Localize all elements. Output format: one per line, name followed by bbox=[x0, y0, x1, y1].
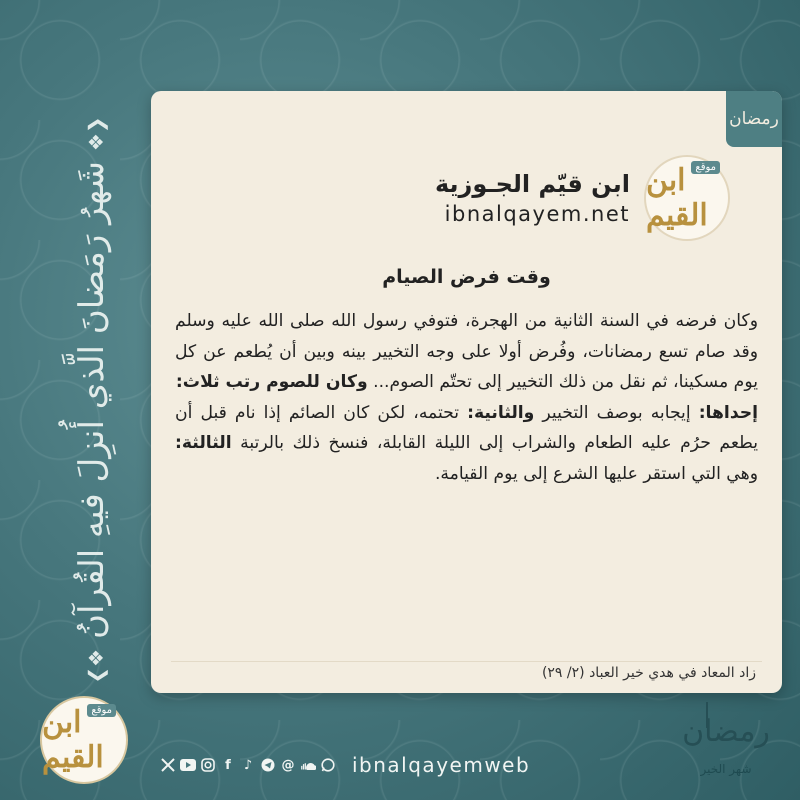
ornament-icon: ❖❯ bbox=[84, 116, 108, 152]
reference: زاد المعاد في هدي خير العباد (٢/ ٢٩) bbox=[541, 665, 756, 681]
side-verse bbox=[72, 106, 112, 693]
ramadan-logo bbox=[676, 702, 776, 796]
paragraph-2 bbox=[175, 398, 758, 490]
paragraph-1-bold: وكان للصوم رتب ثلاث: bbox=[175, 372, 368, 393]
logo-tag: موقع bbox=[691, 161, 720, 174]
brand-logo bbox=[644, 155, 730, 241]
ramadan-badge bbox=[726, 91, 782, 147]
content-card bbox=[151, 91, 782, 693]
footer-logo bbox=[40, 696, 128, 784]
tiktok-icon[interactable]: ♪ bbox=[243, 757, 253, 773]
footer-logo-text: ابن القيم bbox=[42, 705, 104, 775]
brand-text bbox=[435, 170, 630, 226]
paragraph-1-text: وكان فرضه في السنة الثانية من الهجرة، فتوفي رسول الله صلى الله عليه وسلم وقد صام تسع رمضانات، وفُرض أولا على وجه التخيير بينه وبين أن يُطعم عن كل يوم مسكينا، ثم نقل من ذلك التخيير إلى تحتّم الصوم... bbox=[175, 311, 758, 393]
footer-logo-tag: موقع bbox=[87, 704, 116, 717]
brand-name: ابن قيّم الجـوزية bbox=[434, 170, 630, 198]
ramadan-badge-text: رمضان bbox=[729, 109, 779, 129]
whatsapp-icon[interactable] bbox=[320, 757, 336, 773]
rank-2-label: والثانية: bbox=[467, 402, 535, 423]
social-handle[interactable]: ibnalqayemweb bbox=[352, 753, 531, 777]
brand-url[interactable]: ibnalqayem.net bbox=[444, 202, 630, 226]
rank-3-text: وهي التي استقر عليها الشرع إلى يوم القيامة. bbox=[434, 463, 758, 484]
x-icon[interactable] bbox=[160, 757, 176, 773]
youtube-icon[interactable] bbox=[180, 757, 196, 773]
soundcloud-icon[interactable] bbox=[300, 757, 316, 773]
ramadan-logo-subtitle: شهر الخير bbox=[700, 762, 752, 776]
lantern-icon bbox=[706, 702, 714, 728]
ramadan-logo-text: رمضان bbox=[682, 714, 770, 749]
rank-3-label: الثالثة: bbox=[175, 433, 232, 454]
side-verse-text: شَهرُ رَمَضانَ الَّذي أُنزِلَ فيهِ القُرآنُ bbox=[72, 161, 112, 639]
social-bar bbox=[160, 752, 530, 778]
instagram-icon[interactable] bbox=[200, 757, 216, 773]
paragraph-1 bbox=[175, 306, 758, 398]
article-body bbox=[175, 306, 758, 490]
rank-1-text: إيجابه بوصف التخيير bbox=[542, 402, 691, 423]
logo-text: ابن القيم bbox=[646, 163, 708, 233]
rank-2-text: تحتمه، لكن كان الصائم إذا نام قبل أن يطعم حرُم عليه الطعام والشراب إلى الليلة القابلة، فنسخ ذلك بالرتبة bbox=[175, 402, 759, 454]
facebook-icon[interactable]: f bbox=[225, 757, 231, 773]
rank-1-label: إحداها: bbox=[698, 402, 759, 423]
page-title: وقت فرض الصيام bbox=[382, 266, 551, 288]
telegram-icon[interactable] bbox=[260, 757, 276, 773]
brand-header bbox=[435, 153, 730, 243]
threads-icon[interactable]: @ bbox=[281, 757, 295, 773]
ornament-icon: ❮❖ bbox=[84, 648, 108, 684]
